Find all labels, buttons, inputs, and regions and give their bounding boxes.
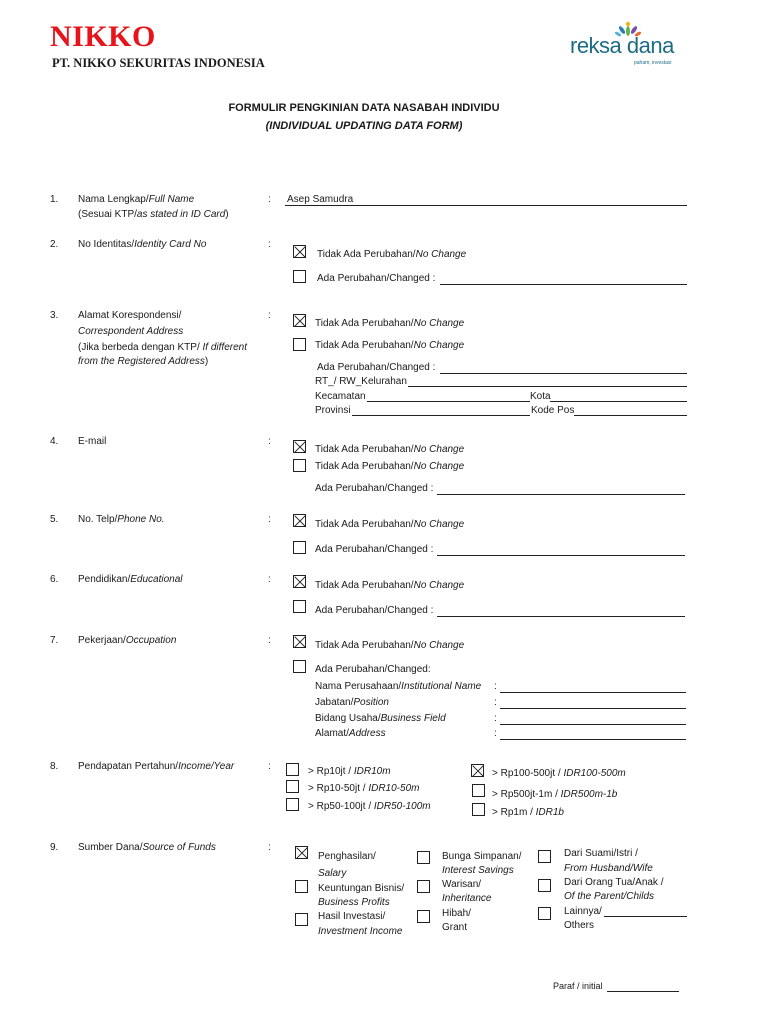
source-checkbox[interactable] (538, 850, 551, 863)
s3-kodepos-line[interactable] (574, 415, 687, 416)
income-option: > Rp100-500jt / IDR100-500m (492, 768, 626, 779)
s1-number: 1. (50, 194, 59, 205)
s1-note: (Sesuai KTP/as stated in ID Card) (78, 209, 229, 220)
s2-changed-line[interactable] (440, 284, 687, 285)
s8-colon: : (268, 761, 271, 772)
s3-no-change-checkbox[interactable] (293, 314, 306, 327)
source-option-en: Grant (442, 922, 468, 933)
s7-changed-label: Ada Perubahan/Changed: (315, 664, 431, 675)
s5-label: No. Telp/Phone No. (78, 514, 165, 525)
s3-changed-label: Ada Perubahan/Changed : (317, 362, 436, 373)
source-option-id: Warisan/ (442, 879, 482, 890)
s4-no-change-label-2: Tidak Ada Perubahan/No Change (315, 461, 465, 472)
income-option: > Rp1m / IDR1b (492, 807, 564, 818)
source-option-en: Of the Parent/Childs (564, 891, 655, 902)
source-option-id: Bunga Simpanan/ (442, 851, 522, 862)
form-subtitle: (INDIVIDUAL UPDATING DATA FORM) (265, 120, 463, 132)
s3-rtrw-label: RT_/ RW_Kelurahan (315, 376, 407, 387)
s6-changed-checkbox[interactable] (293, 600, 306, 613)
s6-colon: : (268, 574, 271, 585)
s3-provinsi-line[interactable] (352, 415, 530, 416)
s5-colon: : (268, 514, 271, 525)
income-checkbox[interactable] (472, 784, 485, 797)
s6-no-change-label: Tidak Ada Perubahan/No Change (315, 580, 465, 591)
s9-number: 9. (50, 842, 59, 853)
s7-address-line[interactable] (500, 739, 686, 740)
source-checkbox[interactable] (295, 880, 308, 893)
source-checkbox[interactable] (538, 879, 551, 892)
s3-changed-checkbox[interactable] (293, 338, 306, 351)
s3-kecamatan-line[interactable] (367, 401, 530, 402)
source-option-id: Lainnya/ (564, 906, 602, 917)
s7-changed-checkbox[interactable] (293, 660, 306, 673)
income-checkbox[interactable] (286, 763, 299, 776)
paraf-label: Paraf / initial (553, 981, 603, 991)
s2-no-change-label: Tidak Ada Perubahan/No Change (317, 249, 467, 260)
s1-label: Nama Lengkap/Full Name (78, 194, 195, 205)
s5-number: 5. (50, 514, 59, 525)
s7-address-colon: : (494, 728, 497, 739)
s4-changed-line[interactable] (437, 494, 685, 495)
income-checkbox[interactable] (286, 798, 299, 811)
s7-number: 7. (50, 635, 59, 646)
source-option-en: Others (564, 920, 595, 931)
source-others-line[interactable] (604, 916, 687, 917)
s7-no-change-checkbox[interactable] (293, 635, 306, 648)
source-option-en: Inheritance (442, 893, 492, 904)
s4-no-change-checkbox[interactable] (293, 440, 306, 453)
source-option-en: Business Profits (318, 897, 390, 908)
logo-wordmark: reksa dana (570, 33, 674, 58)
s8-label: Pendapatan Pertahun/Income/Year (78, 761, 235, 772)
s5-changed-label: Ada Perubahan/Changed : (315, 544, 434, 555)
form-title: FORMULIR PENGKINIAN DATA NASABAH INDIVIDU (228, 102, 500, 114)
s7-label: Pekerjaan/Occupation (78, 635, 177, 646)
logo-tagline: paham, investasi (634, 60, 672, 66)
source-checkbox[interactable] (295, 846, 308, 859)
source-option-en: Investment Income (318, 926, 403, 937)
s7-no-change-label: Tidak Ada Perubahan/No Change (315, 640, 465, 651)
source-option-id: Hibah/ (442, 908, 471, 919)
s3-kota-line[interactable] (550, 401, 687, 402)
s3-no-change-label-2: Tidak Ada Perubahan/No Change (315, 340, 465, 351)
source-checkbox[interactable] (295, 913, 308, 926)
s5-no-change-label: Tidak Ada Perubahan/No Change (315, 519, 465, 530)
s3-label-en: Correspondent Address (78, 326, 184, 337)
s7-position-label: Jabatan/Position (315, 697, 389, 708)
s4-label: E-mail (78, 436, 107, 447)
s5-changed-checkbox[interactable] (293, 541, 306, 554)
s3-note2: from the Registered Address) (78, 356, 209, 367)
s3-no-change-label: Tidak Ada Perubahan/No Change (315, 318, 465, 329)
income-checkbox[interactable] (471, 764, 484, 777)
s2-colon: : (268, 239, 271, 250)
s3-colon: : (268, 310, 271, 321)
s3-label: Alamat Korespondensi/ (78, 310, 182, 321)
income-option: > Rp50-100jt / IDR50-100m (308, 801, 431, 812)
s6-number: 6. (50, 574, 59, 585)
s3-rtrw-line[interactable] (408, 386, 687, 387)
s3-kecamatan-label: Kecamatan (315, 391, 366, 402)
s7-position-line[interactable] (500, 708, 686, 709)
s7-field-colon: : (494, 713, 497, 724)
s5-changed-line[interactable] (437, 555, 685, 556)
income-option: > Rp10-50jt / IDR10-50m (308, 783, 420, 794)
s6-label: Pendidikan/Educational (78, 574, 183, 585)
s2-changed-checkbox[interactable] (293, 270, 306, 283)
income-checkbox[interactable] (286, 780, 299, 793)
s7-field-label: Bidang Usaha/Business Field (315, 713, 446, 724)
s3-kota-label: Kota (530, 391, 551, 402)
source-option-en: From Husband/Wife (564, 863, 653, 874)
source-option-id: Dari Orang Tua/Anak / (564, 877, 664, 888)
s4-no-change-label: Tidak Ada Perubahan/No Change (315, 444, 465, 455)
s9-colon: : (268, 842, 271, 853)
s7-address-label: Alamat/Address (315, 728, 386, 739)
s4-changed-checkbox[interactable] (293, 459, 306, 472)
s7-field-line[interactable] (500, 724, 686, 725)
reksadana-logo (566, 18, 716, 70)
source-option-en: Salary (318, 868, 347, 879)
s1-colon: : (268, 194, 271, 205)
s3-note1: (Jika berbeda dengan KTP/ If different (78, 342, 247, 353)
s4-colon: : (268, 436, 271, 447)
source-checkbox[interactable] (417, 851, 430, 864)
s6-changed-line[interactable] (437, 616, 685, 617)
s8-number: 8. (50, 761, 59, 772)
s7-position-colon: : (494, 697, 497, 708)
s2-number: 2. (50, 239, 59, 250)
s3-changed-line[interactable] (440, 373, 687, 374)
s7-company-line[interactable] (500, 692, 686, 693)
s4-changed-label: Ada Perubahan/Changed : (315, 483, 434, 494)
full-name-value[interactable]: Asep Samudra (287, 194, 354, 205)
s7-colon: : (268, 635, 271, 646)
source-option-id: Dari Suami/Istri / (564, 848, 638, 859)
paraf-line[interactable] (607, 991, 679, 992)
s5-no-change-checkbox[interactable] (293, 514, 306, 527)
full-name-line (285, 205, 687, 206)
source-option-id: Penghasilan/ (318, 851, 376, 862)
s6-no-change-checkbox[interactable] (293, 575, 306, 588)
s3-kodepos-label: Kode Pos (531, 405, 575, 416)
income-option: > Rp500jt-1m / IDR500m-1b (492, 789, 618, 800)
source-option-en: Interest Savings (442, 865, 514, 876)
s2-label: No Identitas/Identity Card No (78, 239, 207, 250)
source-checkbox[interactable] (417, 910, 430, 923)
income-checkbox[interactable] (472, 803, 485, 816)
s6-changed-label: Ada Perubahan/Changed : (315, 605, 434, 616)
s3-number: 3. (50, 310, 59, 321)
s7-company-colon: : (494, 681, 497, 692)
s2-changed-label: Ada Perubahan/Changed : (317, 273, 436, 284)
source-checkbox[interactable] (538, 907, 551, 920)
s7-company-label: Nama Perusahaan/Institutional Name (315, 681, 482, 692)
source-option-id: Keuntungan Bisnis/ (318, 883, 405, 894)
s9-label: Sumber Dana/Source of Funds (78, 842, 216, 853)
s4-number: 4. (50, 436, 59, 447)
s2-no-change-checkbox[interactable] (293, 245, 306, 258)
source-option-id: Hasil Investasi/ (318, 911, 386, 922)
brand-name: NIKKO (50, 20, 156, 53)
income-option: > Rp10jt / IDR10m (308, 766, 391, 777)
company-name: PT. NIKKO SEKURITAS INDONESIA (52, 56, 265, 70)
s3-provinsi-label: Provinsi (315, 405, 351, 416)
source-checkbox[interactable] (417, 880, 430, 893)
